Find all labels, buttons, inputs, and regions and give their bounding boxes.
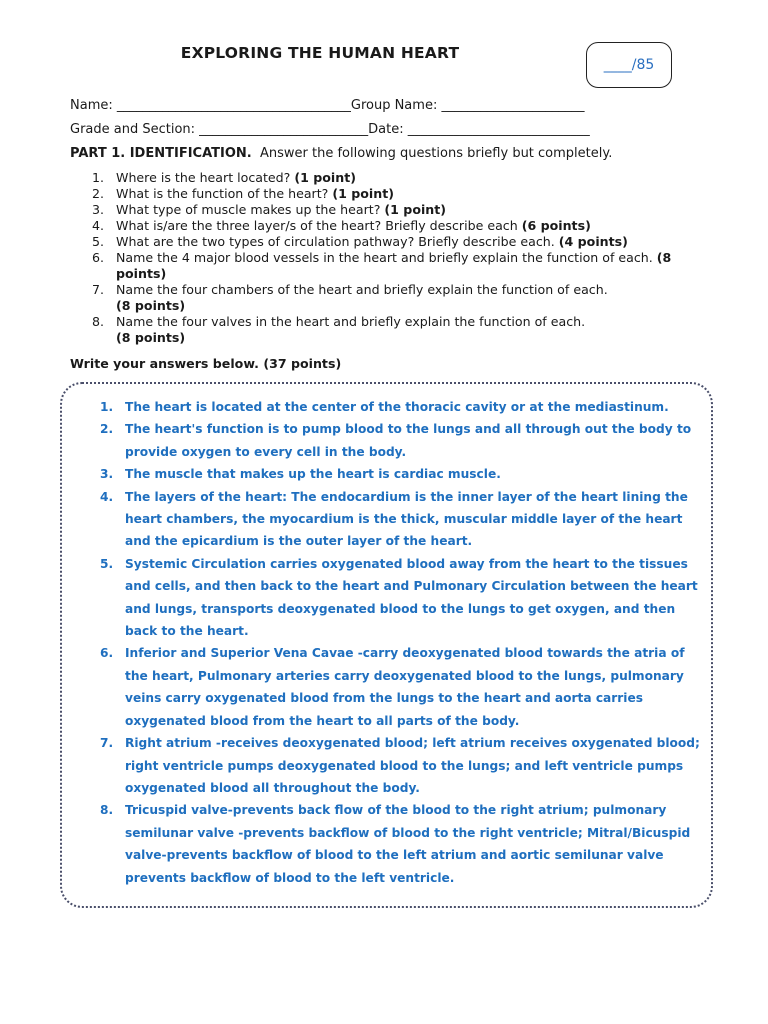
- question-text: Name the four chambers of the heart and briefly explain the function of each.: [116, 282, 608, 297]
- answer-item: [100, 418, 700, 463]
- question-number: 8.: [92, 314, 105, 329]
- part1-heading: PART 1. IDENTIFICATION.: [70, 146, 252, 161]
- score-box: [586, 42, 672, 88]
- answer-text: The heart is located at the center of the thoracic cavity or at the mediastinum.: [125, 400, 669, 414]
- question-number: 7.: [92, 282, 105, 297]
- question-item: [92, 250, 702, 282]
- question-number: 4.: [92, 218, 105, 233]
- part1-instruction: Answer the following questions briefly but completely.: [259, 146, 613, 161]
- question-list: [92, 170, 702, 346]
- answer-item: [100, 642, 700, 732]
- answer-item: [100, 463, 700, 485]
- answer-number: 6.: [100, 646, 114, 661]
- question-item: [92, 218, 702, 234]
- question-text: What is the function of the heart?: [116, 186, 333, 201]
- question-points: (1 point): [384, 202, 447, 217]
- answer-number: 7.: [100, 736, 114, 751]
- answer-item: [100, 553, 700, 643]
- answer-text: The muscle that makes up the heart is cardiac muscle.: [125, 467, 501, 482]
- grade-row: [70, 122, 590, 137]
- answer-text: The heart's function is to pump blood to the lungs and all through out the body to provide oxygen to every cell in the body.: [125, 422, 692, 459]
- question-points: (6 points): [521, 218, 591, 233]
- question-points: (8 points): [116, 250, 672, 281]
- answer-list: [100, 396, 700, 889]
- question-item: [92, 170, 702, 186]
- question-item: [92, 186, 702, 202]
- question-text: What are the two types of circulation pathway? Briefly describe each.: [116, 234, 559, 249]
- question-text: Name the 4 major blood vessels in the heart and briefly explain the function of each.: [116, 250, 657, 265]
- worksheet-title: EXPLORING THE HUMAN HEART: [180, 44, 460, 62]
- question-text: What is/are the three layer/s of the heart? Briefly describe each: [116, 218, 522, 233]
- question-item: [92, 314, 702, 346]
- grade-section-field: Grade and Section: __________________________: [70, 122, 369, 137]
- answer-number: 8.: [100, 803, 114, 818]
- answer-number: 2.: [100, 422, 114, 437]
- answer-item: [100, 732, 700, 799]
- question-number: 3.: [92, 202, 105, 217]
- group-name-field: Group Name: ______________________: [350, 98, 585, 113]
- answer-number: 1.: [100, 400, 114, 414]
- name-row: [70, 98, 584, 113]
- name-field: Name: ____________________________________: [70, 98, 351, 113]
- question-points: (1 point): [332, 186, 394, 201]
- question-text: Name the four valves in the heart and briefly explain the function of each.: [116, 314, 586, 329]
- question-item: [92, 234, 702, 250]
- score-text: ____/85: [603, 57, 655, 73]
- answer-item: [100, 396, 700, 418]
- question-number: 2.: [92, 186, 105, 201]
- question-points: (1 point): [294, 170, 356, 185]
- question-points: (4 points): [558, 234, 628, 249]
- question-points: (8 points): [116, 330, 186, 345]
- question-item: [92, 282, 702, 314]
- part1-instructions: [70, 146, 612, 161]
- answer-text: Systemic Circulation carries oxygenated blood away from the heart to the tissues and cells, and then back to the heart and Pulmonary Circulation between the heart and lungs, transports deoxygenated blood to the lungs to get oxygen, and then back to the heart.: [125, 556, 698, 639]
- question-text: Where is the heart located?: [116, 170, 295, 185]
- answer-number: 3.: [100, 467, 114, 482]
- question-points: (8 points): [116, 298, 186, 313]
- answer-text: Inferior and Superior Vena Cavae -carry deoxygenated blood towards the atria of the heart, Pulmonary arteries carry deoxygenated blood to the lungs, pulmonary veins carry oxygenated blood from the lungs to the heart and aorta carries oxygenated blood from the heart to all parts of the body.: [125, 646, 685, 728]
- answer-text: The layers of the heart: The endocardium is the inner layer of the heart lining the heart chambers, the myocardium is the thick, muscular middle layer of the heart and the epicardium is the outer layer of the heart.: [125, 489, 688, 549]
- answer-item: [100, 486, 700, 553]
- answer-item: [100, 799, 700, 889]
- answer-number: 4.: [100, 489, 114, 504]
- question-item: [92, 202, 702, 218]
- question-number: 6.: [92, 250, 105, 265]
- question-number: 1.: [92, 170, 105, 185]
- answer-number: 5.: [100, 556, 114, 571]
- question-text: What type of muscle makes up the heart?: [116, 202, 385, 217]
- answer-text: Tricuspid valve-prevents back flow of the blood to the right atrium; pulmonary semilunar valve -prevents backflow of blood to the right ventricle; Mitral/Bicuspid valve-prevents backflow of blood to the left atrium and aortic semilunar valve prevents backflow of blood to the left ventricle.: [125, 803, 691, 885]
- answer-text: Right atrium -receives deoxygenated blood; left atrium receives oxygenated blood; right ventricle pumps deoxygenated blood to the lungs; and left ventricle pumps oxygenated blood all throughout the body.: [125, 736, 700, 795]
- answers-heading: Write your answers below. (37 points): [70, 356, 342, 371]
- date-field: Date: ____________________________: [368, 122, 590, 137]
- question-number: 5.: [92, 234, 105, 249]
